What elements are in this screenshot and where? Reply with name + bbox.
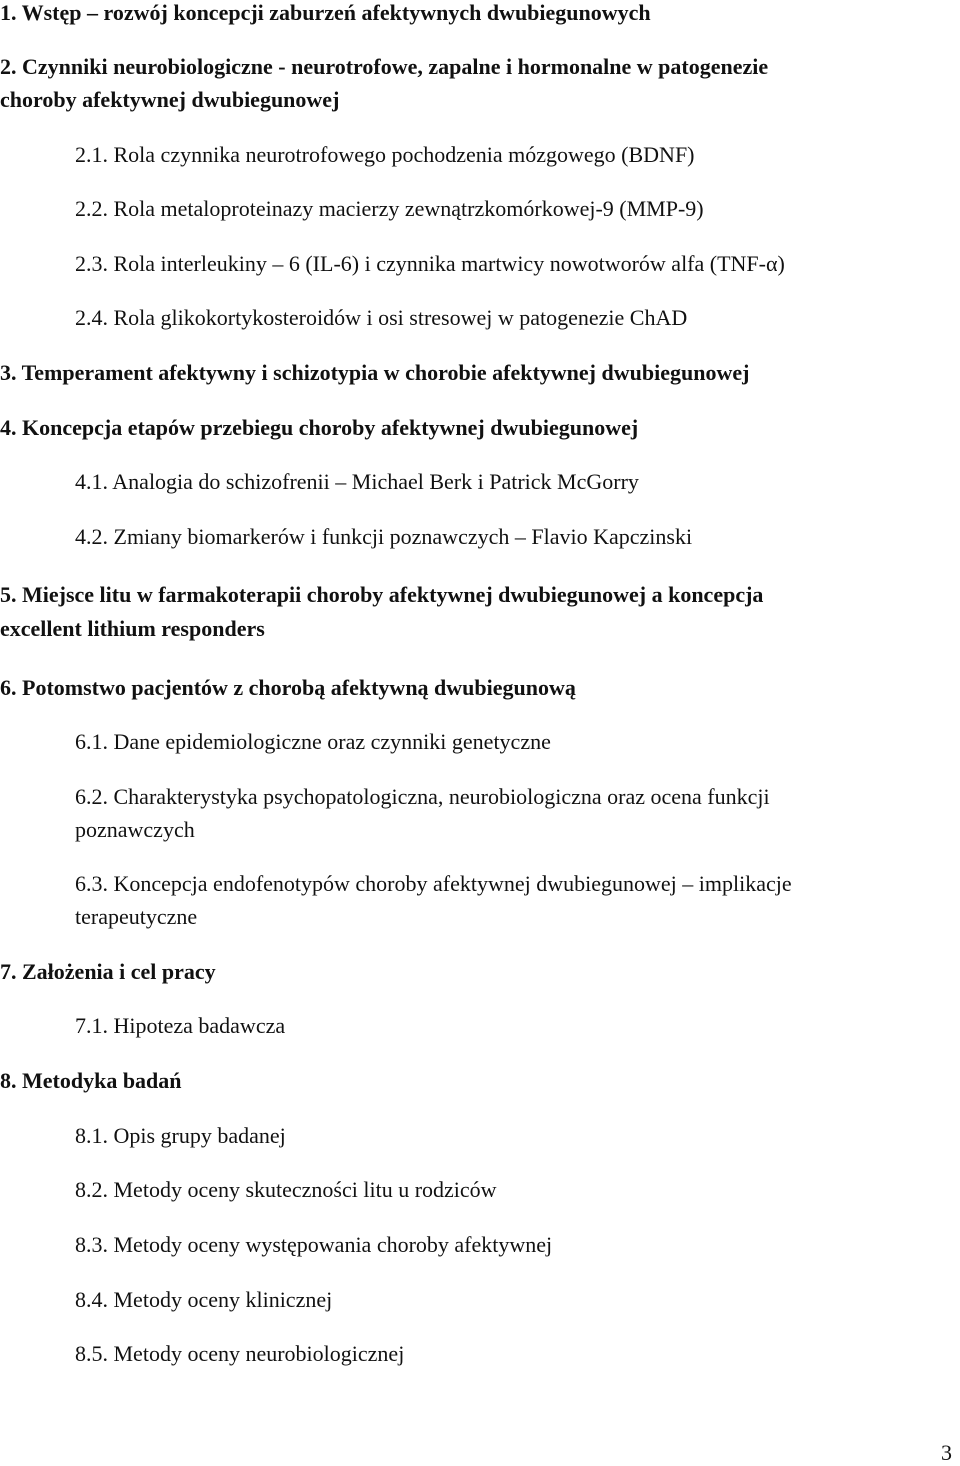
toc-entry-8: 8. Metodyka badań [0,1068,182,1093]
page-number: 3 [941,1440,952,1465]
toc-entry-3: 3. Temperament afektywny i schizotypia w chorobie afektywnej dwubiegunowej [0,360,750,385]
toc-entry-1: 1. Wstęp – rozwój koncepcji zaburzeń afektywnych dwubiegunowych [0,0,651,25]
toc-entry-4-2: 4.2. Zmiany biomarkerów i funkcji poznawczych – Flavio Kapczinski [75,524,693,549]
toc-entry-4: 4. Koncepcja etapów przebiegu choroby afektywnej dwubiegunowej [0,415,639,440]
toc-entry-8-3: 8.3. Metody oceny występowania choroby afektywnej [75,1232,553,1257]
toc-entry-6-2-line2: poznawczych [75,817,195,842]
toc-entry-4-1: 4.1. Analogia do schizofrenii – Michael Berk i Patrick McGorry [75,469,639,494]
toc-entry-2-1: 2.1. Rola czynnika neurotrofowego pochodzenia mózgowego (BDNF) [75,142,695,167]
toc-entry-5-line1: 5. Miejsce litu w farmakoterapii choroby afektywnej dwubiegunowej a koncepcja [0,582,764,607]
toc-entry-2-line1: 2. Czynniki neurobiologiczne - neurotrofowe, zapalne i hormonalne w patogenezie [0,54,769,79]
toc-entry-2-4: 2.4. Rola glikokortykosteroidów i osi stresowej w patogenezie ChAD [75,305,688,330]
toc-entry-6-1: 6.1. Dane epidemiologiczne oraz czynniki genetyczne [75,729,551,754]
toc-entry-6-3-line1: 6.3. Koncepcja endofenotypów choroby afektywnej dwubiegunowej – implikacje [75,871,792,896]
toc-entry-6-3-line2: terapeutyczne [75,904,198,929]
toc-entry-6-2-line1: 6.2. Charakterystyka psychopatologiczna, neurobiologiczna oraz ocena funkcji [75,784,770,809]
toc-entry-2-3: 2.3. Rola interleukiny – 6 (IL-6) i czynnika martwicy nowotworów alfa (TNF-α) [75,251,785,276]
toc-entry-7-1: 7.1. Hipoteza badawcza [75,1013,286,1038]
toc-entry-5-line2: excellent lithium responders [0,616,265,641]
toc-entry-6: 6. Potomstwo pacjentów z chorobą afektywną dwubiegunową [0,675,576,700]
toc-entry-8-4: 8.4. Metody oceny klinicznej [75,1287,333,1312]
toc-entry-8-5: 8.5. Metody oceny neurobiologicznej [75,1341,405,1366]
toc-entry-2-line2: choroby afektywnej dwubiegunowej [0,87,340,112]
toc-entry-7: 7. Założenia i cel pracy [0,959,216,984]
toc-entry-2-2: 2.2. Rola metaloproteinazy macierzy zewnątrzkomórkowej-9 (MMP-9) [75,196,704,221]
toc-entry-8-2: 8.2. Metody oceny skuteczności litu u rodziców [75,1177,497,1202]
toc-entry-8-1: 8.1. Opis grupy badanej [75,1123,286,1148]
